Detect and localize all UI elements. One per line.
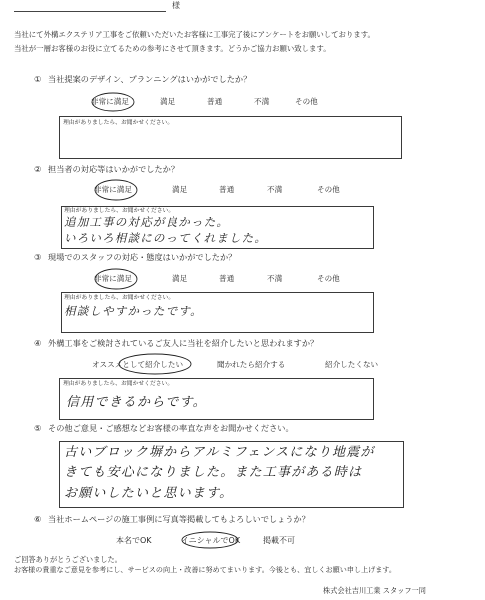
q1-option-other[interactable]: その他 (295, 97, 318, 106)
q4-reason-label: 理由がありましたら、お聞かせください。 (63, 381, 174, 387)
company-signature: 株式会社吉川工業 スタッフ一同 (323, 586, 426, 595)
q2-option-very-satisfied[interactable]: 非常に満足 (94, 185, 132, 194)
q6-selection-circle (181, 532, 241, 548)
q2-reason-label: 理由がありましたら、お聞かせください。 (64, 208, 175, 214)
question-4-text: 外構工事をご検討されているご友人に当社を紹介したいと思われますか？ (48, 338, 319, 348)
q3-option-dissatisfied[interactable]: 不満 (267, 274, 283, 283)
q4-selection-circle (119, 354, 191, 374)
question-1-text: 当社提案のデザイン、プランニングはいかがでしたか？ (48, 74, 252, 84)
q2-selection-circle (95, 180, 137, 200)
q1-option-dissatisfied[interactable]: 不満 (254, 97, 270, 106)
q5-handwritten-line-1: 古いブロック塀からアルミフェンスになり地震が (64, 445, 375, 460)
question-6-text: 当社ホームページの施工事例に写真等掲載してもよろしいでしょうか？ (48, 514, 310, 524)
q2-option-normal[interactable]: 普通 (219, 185, 235, 194)
intro-line-2: 当社が一層お客様のお役に立てるための参考にさせて頂きます。どうかご協力お願い致します。 (14, 44, 331, 53)
q1-option-normal[interactable]: 普通 (207, 97, 223, 106)
thanks-line-1: ご回答ありがとうございました。 (14, 555, 122, 564)
q3-handwritten-line-1: 相談しやすかったです。 (64, 304, 203, 318)
q3-option-very-satisfied[interactable]: 非常に満足 (94, 274, 132, 283)
question-2-text: 担当者の対応等はいかがでしたか？ (48, 164, 180, 174)
question-3-number: ③ (34, 252, 42, 262)
intro-line-1: 当社にて外構エクステリア工事をご依頼いただいたお客様に工事完了後にアンケートをお願いしております。 (14, 30, 375, 39)
q4-option-not-recommend[interactable]: 紹介したくない (325, 360, 379, 369)
q2-option-satisfied[interactable]: 満足 (172, 185, 188, 194)
q6-option-initials[interactable]: イニシャルでOK (181, 536, 241, 545)
q3-reason-label: 理由がありましたら、お聞かせください。 (64, 295, 175, 301)
q2-option-other[interactable]: その他 (317, 185, 340, 194)
q5-handwritten-line-2: きても安心になりました。また工事がある時は (64, 465, 363, 480)
q2-handwritten-line-1: 追加工事の対応が良かった。 (64, 215, 230, 229)
q3-selection-circle (95, 269, 137, 289)
q4-option-if-asked[interactable]: 聞かれたら紹介する (217, 360, 286, 369)
q2-handwritten-line-2: いろいろ相談にのってくれました。 (64, 231, 268, 245)
question-3-text: 現場でのスタッフの対応・態度はいかがでしたか？ (48, 252, 237, 262)
q4-handwritten-line-1: 信用できるからです。 (66, 395, 207, 410)
q4-option-recommend[interactable]: オススメとして紹介したい (92, 360, 184, 369)
q5-handwritten-line-3: お願いしたいと思います。 (64, 486, 234, 501)
question-6-number: ⑥ (34, 514, 42, 524)
question-5-text: その他ご意見・ご感想などお客様の率直な声をお聞かせください。 (48, 423, 294, 433)
q6-option-no-publish[interactable]: 掲載不可 (263, 536, 295, 545)
q1-option-very-satisfied[interactable]: 非常に満足 (91, 97, 129, 106)
q3-option-normal[interactable]: 普通 (219, 274, 235, 283)
q1-selection-circle (92, 93, 134, 111)
question-1-number: ① (34, 74, 42, 84)
thanks-line-2: お客様の貴重なご意見を参考にし、サービスの向上・改善に努めてまいります。今後とも、宜しくお願い申し上げます。 (14, 565, 396, 574)
question-5-number: ⑤ (34, 423, 42, 433)
q6-option-real-name[interactable]: 本名でOK (116, 536, 152, 545)
q1-option-satisfied[interactable]: 満足 (160, 97, 176, 106)
honorific: 様 (172, 1, 180, 10)
q1-reason-label: 理由がありましたら、お聞かせください。 (63, 120, 174, 126)
question-4-number: ④ (34, 338, 42, 348)
q3-option-other[interactable]: その他 (317, 274, 340, 283)
q2-option-dissatisfied[interactable]: 不満 (267, 185, 283, 194)
q3-option-satisfied[interactable]: 満足 (172, 274, 188, 283)
question-2-number: ② (34, 164, 42, 174)
